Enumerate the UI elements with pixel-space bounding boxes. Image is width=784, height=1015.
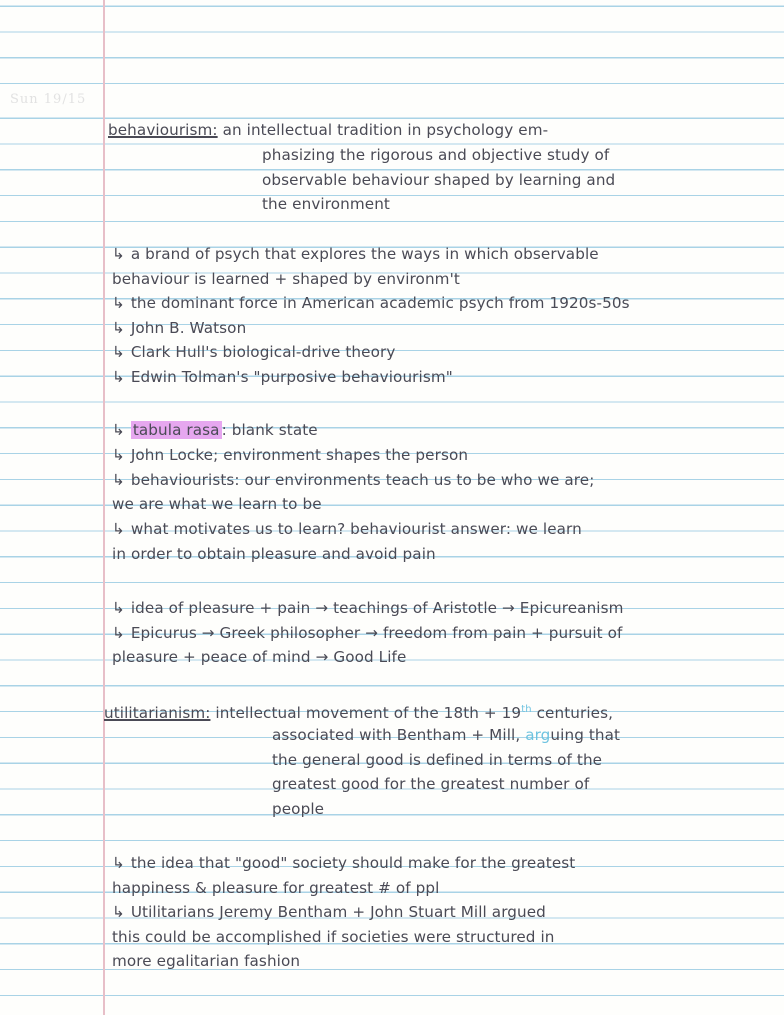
bullet-line: ↳ what motivates us to learn? behaviourist answer: we learn [112, 520, 582, 538]
superscript-th: th [521, 704, 532, 715]
arrow-icon: ↳ [112, 520, 125, 538]
definition-text: an intellectual tradition in psychology em- [222, 121, 549, 139]
bullet-line: happiness & pleasure for greatest # of ppl [112, 879, 440, 897]
bullet-line: ↳ the idea that "good" society should make for the greatest [112, 854, 576, 872]
definition-line: observable behaviour shaped by learning and [262, 171, 616, 189]
arrow-icon: ↳ [112, 319, 125, 337]
definition-line: phasizing the rigorous and objective study of [262, 146, 610, 164]
highlighted-term: tabula rasa [132, 421, 220, 439]
definition-line: associated with Bentham + Mill, arguing that [272, 726, 621, 744]
arrow-icon: ↳ [112, 599, 125, 617]
definition-line: utilitarianism: intellectual movement of the 18th + 19th centuries, [104, 704, 614, 723]
bullet-line: ↳ John Locke; environment shapes the person [112, 446, 469, 464]
bullet-line: ↳ behaviourists: our environments teach us to be who we are; [112, 471, 595, 489]
bullet-line: more egalitarian fashion [112, 952, 301, 970]
blue-correction: arg [525, 726, 551, 744]
bullet-line: ↳ a brand of psych that explores the ways in which observable [112, 245, 599, 263]
bullet-line: this could be accomplished if societies were structured in [112, 928, 555, 946]
definition-line: greatest good for the greatest number of [272, 775, 590, 793]
bullet-line: ↳ tabula rasa : blank state [112, 421, 318, 439]
arrow-icon: ↳ [112, 245, 125, 263]
bullet-line: pleasure + peace of mind → Good Life [112, 648, 407, 666]
arrow-icon: ↳ [112, 421, 125, 439]
arrow-icon: ↳ [112, 854, 125, 872]
bullet-line: ↳ Clark Hull's biological-drive theory [112, 343, 396, 361]
arrow-icon: ↳ [112, 471, 125, 489]
bullet-line: ↳ Utilitarians Jeremy Bentham + John Stuart Mill argued [112, 903, 546, 921]
definition-line: the environment [262, 195, 390, 213]
page-date: Sun 19/15 [10, 92, 87, 107]
bullet-line: ↳ idea of pleasure + pain → teachings of Aristotle → Epicureanism [112, 599, 624, 617]
arrow-icon: ↳ [112, 294, 125, 312]
definition-line: people [272, 800, 325, 818]
bullet-line: ↳ the dominant force in American academic psych from 1920s-50s [112, 294, 630, 312]
definition-line: the general good is defined in terms of the [272, 751, 603, 769]
arrow-icon: ↳ [112, 368, 125, 386]
bullet-line: in order to obtain pleasure and avoid pain [112, 545, 436, 563]
arrow-icon: ↳ [112, 343, 125, 361]
bullet-line: ↳ John B. Watson [112, 319, 247, 337]
bullet-line: ↳ Epicurus → Greek philosopher → freedom from pain + pursuit of [112, 624, 623, 642]
bullet-line: we are what we learn to be [112, 495, 322, 513]
arrow-icon: ↳ [112, 624, 125, 642]
bullet-line: behaviour is learned + shaped by environm't [112, 270, 460, 288]
arrow-icon: ↳ [112, 446, 125, 464]
arrow-icon: ↳ [112, 903, 125, 921]
bullet-line: ↳ Edwin Tolman's "purposive behaviourism" [112, 368, 453, 386]
term-behaviourism: behaviourism: [108, 121, 218, 139]
definition-line [108, 118, 548, 142]
term-utilitarianism: utilitarianism: [104, 704, 211, 723]
